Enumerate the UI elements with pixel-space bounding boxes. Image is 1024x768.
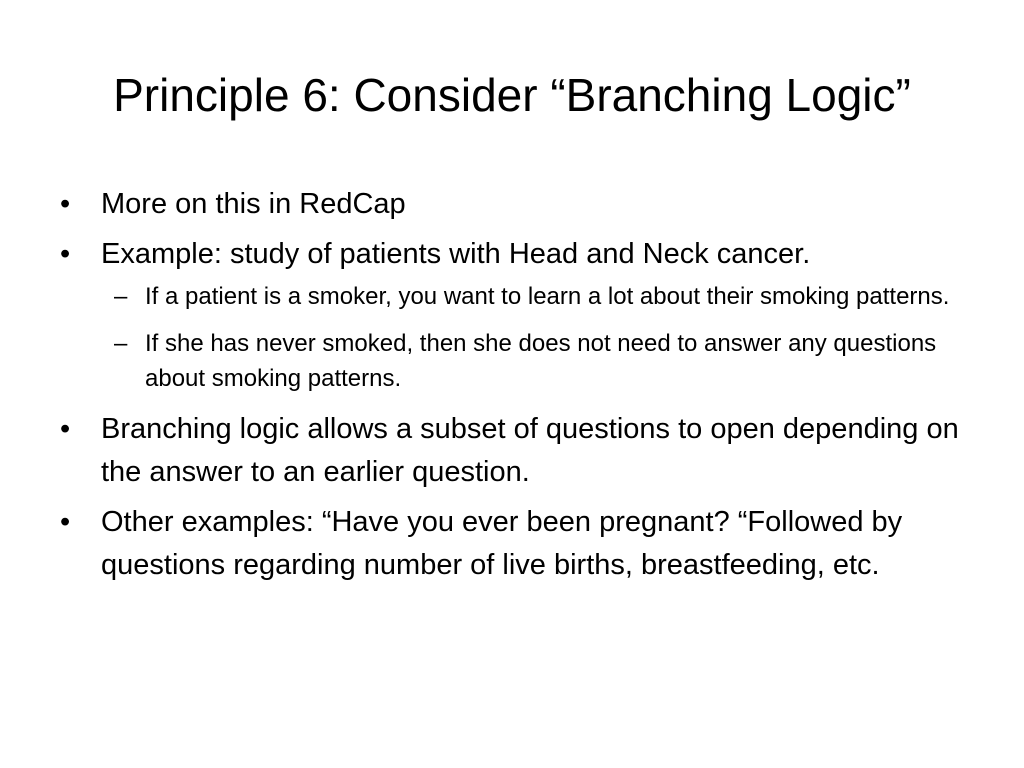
bullet-marker: • — [60, 413, 71, 445]
bullet-text: More on this in RedCap — [101, 188, 406, 220]
slide-body — [56, 183, 976, 594]
bullet-text: Other examples: “Have you ever been pregnant? “Followed by questions regarding number of live births, breastfeeding, etc. — [101, 506, 903, 581]
bullet-item — [56, 183, 976, 226]
bullet-text: Example: study of patients with Head and Neck cancer. — [101, 238, 811, 270]
dash-marker: – — [114, 330, 128, 357]
bullet-marker: • — [60, 188, 71, 220]
dash-marker: – — [114, 283, 128, 310]
bullet-item — [56, 233, 976, 276]
slide-title: Principle 6: Consider “Branching Logic” — [113, 69, 911, 121]
bullet-text: Branching logic allows a subset of questions to open depending on the answer to an earlier question. — [101, 413, 959, 488]
sub-bullet-item — [56, 279, 976, 314]
bullet-marker: • — [60, 238, 71, 270]
bullet-item — [56, 408, 976, 494]
sub-bullet-item — [56, 326, 976, 396]
bullet-item — [56, 501, 976, 587]
sub-bullet-text: If she has never smoked, then she does not need to answer any questions about smoking patterns. — [145, 330, 937, 392]
bullet-marker: • — [60, 506, 71, 538]
sub-bullet-text: If a patient is a smoker, you want to learn a lot about their smoking patterns. — [145, 283, 950, 310]
